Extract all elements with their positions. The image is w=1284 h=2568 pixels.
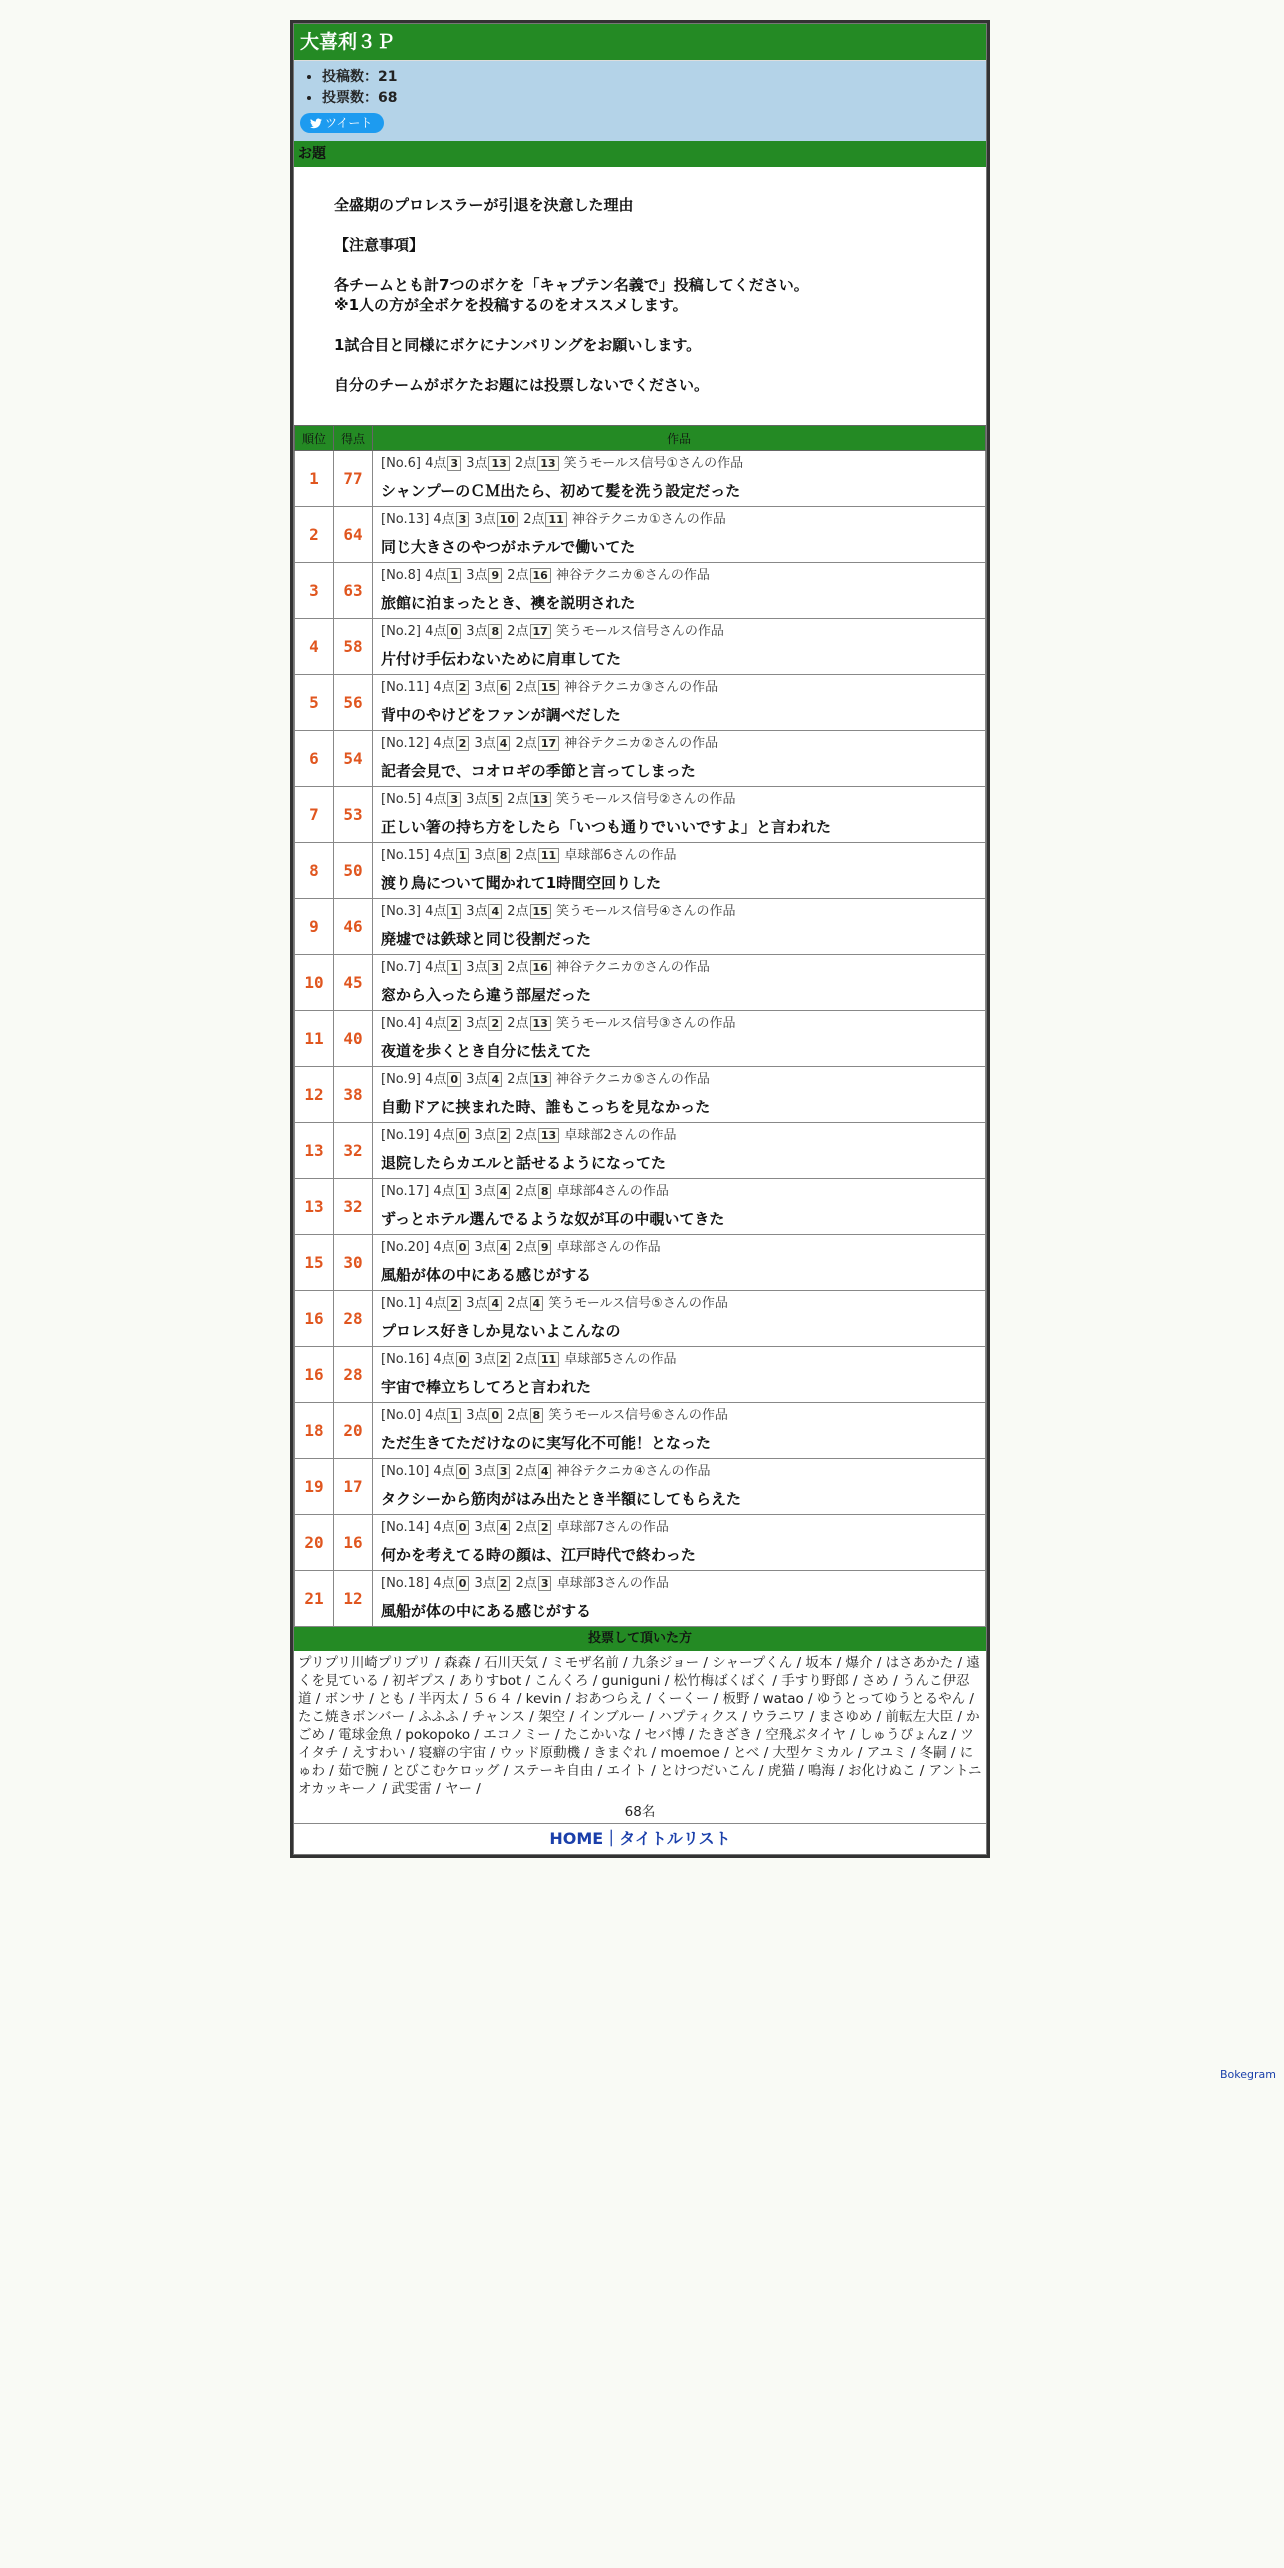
three-point-count: 2 xyxy=(488,1016,502,1031)
notes-heading: 【注意事項】 xyxy=(334,236,425,254)
three-point-count: 4 xyxy=(497,736,511,751)
work-cell xyxy=(373,787,986,843)
entry-title: 記者会見で、コオロギの季節と言ってしまった xyxy=(381,762,696,780)
four-point-count: 1 xyxy=(447,1408,461,1423)
rank-cell: 19 xyxy=(295,1459,334,1515)
table-row xyxy=(295,1515,986,1571)
rank-cell: 5 xyxy=(295,675,334,731)
entry-author: 卓球部6さんの作品 xyxy=(564,848,677,863)
four-point-count: 0 xyxy=(456,1576,470,1591)
four-point-count: 1 xyxy=(456,1184,470,1199)
entry-title: ただ生きてただけなのに実写化不可能！となった xyxy=(381,1434,712,1452)
rank-cell: 15 xyxy=(295,1235,334,1291)
table-row xyxy=(295,1291,986,1347)
entry-number: [No.12] xyxy=(381,736,430,751)
entry-title: プロレス好きしか見ないよこんなの xyxy=(381,1322,621,1340)
work-cell xyxy=(373,563,986,619)
notes-rule-3: 自分のチームがボケたお題には投票しないでください。 xyxy=(334,376,710,394)
two-point-count: 8 xyxy=(538,1184,552,1199)
table-row xyxy=(295,451,986,507)
entry-title: タクシーから筋肉がはみ出たとき半額にしてもらえた xyxy=(381,1490,742,1508)
four-point-count: 2 xyxy=(447,1016,461,1031)
four-point-count: 3 xyxy=(456,512,470,527)
entry-title: 何かを考えてる時の顔は、江戸時代で終わった xyxy=(381,1546,696,1564)
three-point-count: 4 xyxy=(488,1296,502,1311)
two-point-count: 11 xyxy=(538,1352,559,1367)
two-point-count: 4 xyxy=(530,1296,544,1311)
entry-number: [No.13] xyxy=(381,512,430,527)
entry-meta: [No.9] 4点 0 3点 4 2点 13 神谷テクニカ⑤さんの作品 xyxy=(381,1072,710,1087)
four-point-count: 1 xyxy=(447,960,461,975)
table-row xyxy=(295,1179,986,1235)
work-cell xyxy=(373,1459,986,1515)
work-cell xyxy=(373,1179,986,1235)
score-cell: 58 xyxy=(334,619,373,675)
table-row xyxy=(295,1403,986,1459)
work-cell xyxy=(373,507,986,563)
rank-cell: 4 xyxy=(295,619,334,675)
entry-meta: [No.19] 4点 0 3点 2 2点 13 卓球部2さんの作品 xyxy=(381,1128,677,1143)
entry-meta: [No.12] 4点 2 3点 4 2点 17 神谷テクニカ②さんの作品 xyxy=(381,736,719,751)
rank-cell: 21 xyxy=(295,1571,334,1627)
entry-author: 卓球部3さんの作品 xyxy=(556,1576,669,1591)
entry-number: [No.4] xyxy=(381,1016,421,1031)
two-point-count: 13 xyxy=(537,456,558,471)
score-cell: 40 xyxy=(334,1011,373,1067)
entry-number: [No.16] xyxy=(381,1352,430,1367)
four-point-count: 2 xyxy=(447,1296,461,1311)
entry-number: [No.7] xyxy=(381,960,421,975)
vote-count: • 投票数：68 xyxy=(322,88,978,109)
entry-meta: [No.6] 4点 3 3点 13 2点 13 笑うモールス信号①さんの作品 xyxy=(381,456,744,471)
rank-cell: 20 xyxy=(295,1515,334,1571)
rank-cell: 1 xyxy=(295,451,334,507)
entry-number: [No.6] xyxy=(381,456,421,471)
three-point-count: 0 xyxy=(488,1408,502,1423)
two-point-count: 11 xyxy=(538,848,559,863)
table-row xyxy=(295,843,986,899)
results-table xyxy=(294,425,986,1627)
entry-number: [No.19] xyxy=(381,1128,430,1143)
entry-number: [No.8] xyxy=(381,568,421,583)
table-row xyxy=(295,619,986,675)
entry-meta: [No.14] 4点 0 3点 4 2点 2 卓球部7さんの作品 xyxy=(381,1520,669,1535)
entry-title: 正しい箸の持ち方をしたら「いつも通りでいいですよ」と言われた xyxy=(381,818,832,836)
score-cell: 45 xyxy=(334,955,373,1011)
topic-body xyxy=(294,167,986,425)
entry-number: [No.14] xyxy=(381,1520,430,1535)
three-point-count: 5 xyxy=(488,792,502,807)
notes-rule-2: 1試合目と同様にボケにナンバリングをお願いします。 xyxy=(334,336,702,354)
rank-cell: 3 xyxy=(295,563,334,619)
score-cell: 16 xyxy=(334,1515,373,1571)
notes-rule-1 xyxy=(334,275,956,315)
entry-title: 風船が体の中にある感じがする xyxy=(381,1602,592,1620)
score-cell: 17 xyxy=(334,1459,373,1515)
three-point-count: 4 xyxy=(497,1520,511,1535)
table-row xyxy=(295,563,986,619)
entry-meta: [No.5] 4点 3 3点 5 2点 13 笑うモールス信号②さんの作品 xyxy=(381,792,736,807)
entry-title: 廃墟では鉄球と同じ役割だった xyxy=(381,930,592,948)
work-cell xyxy=(373,899,986,955)
entry-meta: [No.18] 4点 0 3点 2 2点 3 卓球部3さんの作品 xyxy=(381,1576,669,1591)
three-point-count: 3 xyxy=(488,960,502,975)
four-point-count: 1 xyxy=(456,848,470,863)
table-row xyxy=(295,1123,986,1179)
rank-cell: 7 xyxy=(295,787,334,843)
topic-text: 全盛期のプロレスラーが引退を決意した理由 xyxy=(334,196,634,214)
four-point-count: 1 xyxy=(447,904,461,919)
work-cell xyxy=(373,619,986,675)
four-point-count: 0 xyxy=(456,1128,470,1143)
entry-author: 卓球部さんの作品 xyxy=(556,1240,661,1255)
score-cell: 20 xyxy=(334,1403,373,1459)
rank-cell: 8 xyxy=(295,843,334,899)
two-point-count: 16 xyxy=(530,960,551,975)
four-point-count: 0 xyxy=(447,1072,461,1087)
entry-meta: [No.0] 4点 1 3点 0 2点 8 笑うモールス信号⑥さんの作品 xyxy=(381,1408,728,1423)
rank-cell: 16 xyxy=(295,1291,334,1347)
two-point-count: 11 xyxy=(545,512,566,527)
tweet-button[interactable] xyxy=(300,113,384,133)
score-cell: 63 xyxy=(334,563,373,619)
table-row xyxy=(295,899,986,955)
table-row xyxy=(295,675,986,731)
work-cell xyxy=(373,843,986,899)
two-point-count: 8 xyxy=(530,1408,544,1423)
entry-number: [No.18] xyxy=(381,1576,430,1591)
three-point-count: 4 xyxy=(497,1240,511,1255)
work-cell xyxy=(373,675,986,731)
entry-number: [No.0] xyxy=(381,1408,421,1423)
table-row xyxy=(295,1235,986,1291)
entry-meta: [No.2] 4点 0 3点 8 2点 17 笑うモールス信号さんの作品 xyxy=(381,624,724,639)
voters-count: 68名 xyxy=(294,1800,986,1824)
work-cell xyxy=(373,1515,986,1571)
entry-title: 背中のやけどをファンが調べだした xyxy=(381,706,621,724)
three-point-count: 2 xyxy=(497,1128,511,1143)
two-point-count: 13 xyxy=(530,792,551,807)
three-point-count: 2 xyxy=(497,1352,511,1367)
table-row xyxy=(295,1571,986,1627)
entry-title: 片付け手伝わないために肩車してた xyxy=(381,650,622,668)
stats-panel xyxy=(294,60,986,141)
work-cell xyxy=(373,1235,986,1291)
table-row xyxy=(295,1347,986,1403)
two-point-count: 3 xyxy=(538,1576,552,1591)
entry-author: 笑うモールス信号③さんの作品 xyxy=(555,1016,736,1031)
entry-author: 神谷テクニカ⑥さんの作品 xyxy=(555,568,710,583)
three-point-count: 3 xyxy=(497,1464,511,1479)
work-cell xyxy=(373,1291,986,1347)
topic-heading: お題 xyxy=(294,141,986,167)
entry-title: 同じ大きさのやつがホテルで働いてた xyxy=(381,538,636,556)
score-cell: 28 xyxy=(334,1291,373,1347)
entry-author: 神谷テクニカ②さんの作品 xyxy=(564,736,719,751)
notes-line: ※1人の方が全ボケを投稿するのをオススメします。 xyxy=(334,296,688,314)
four-point-count: 2 xyxy=(456,736,470,751)
footer-nav xyxy=(294,1824,986,1854)
header-rank: 順位 xyxy=(295,426,334,451)
entry-title: 夜道を歩くとき自分に怯えてた xyxy=(381,1042,592,1060)
four-point-count: 3 xyxy=(447,456,461,471)
two-point-count: 16 xyxy=(530,568,551,583)
two-point-count: 15 xyxy=(530,904,551,919)
entry-meta: [No.4] 4点 2 3点 2 2点 13 笑うモールス信号③さんの作品 xyxy=(381,1016,736,1031)
tweet-label: ツイート xyxy=(325,116,373,130)
entry-meta: [No.11] 4点 2 3点 6 2点 15 神谷テクニカ③さんの作品 xyxy=(381,680,719,695)
table-header-row xyxy=(295,426,986,451)
notes-line: 各チームとも計7つのボケを「キャプテン名義で」投稿してください。 xyxy=(334,276,809,294)
two-point-count: 15 xyxy=(538,680,559,695)
entry-title: 窓から入ったら違う部屋だった xyxy=(381,986,592,1004)
entry-number: [No.9] xyxy=(381,1072,421,1087)
voters-heading: 投票して頂いた方 xyxy=(294,1627,986,1651)
header-work: 作品 xyxy=(373,426,986,451)
rank-cell: 10 xyxy=(295,955,334,1011)
rank-cell: 11 xyxy=(295,1011,334,1067)
entry-author: 笑うモールス信号⑥さんの作品 xyxy=(548,1408,728,1423)
entry-title: 旅館に泊まったとき、襖を説明された xyxy=(381,594,636,612)
work-cell xyxy=(373,1123,986,1179)
voters-list: プリプリ川崎プリプリ / 森森 / 石川天気 / ミモザ名前 / 九条ジョー / シャープくん / 坂本 / 爆介 / はさあかた / 遠くを見ている / 初ギプス / ありすbot / こんくろ / guniguni / 松竹梅ばくばく / 手すり野郎 / さめ / うんこ伊忍道 / ボンサ / とも / 半丙太 / ５６４ / kevin / おあつらえ / くーくー / 板野 / watao / ゆうとってゆうとるやん / たこ焼きボンバー / ふふふ / チャンス / 架空 / インブルー / ハプティクス / ウラニワ / まさゆめ / 前転左大臣 / かごめ / 電球金魚 / pokopoko / エコノミー / たこかいな / セバ博 / たきざき / 空飛ぶタイヤ / しゅうぴょんz / ツイタチ / えすわい / 寝癖の宇宙 / ウッド原動機 / きまぐれ / moemoe / とべ / 大型ケミカル / アユミ / 冬嗣 / にゅわ / 茹で腕 / とびこむケロッグ / ステーキ自由 / エイト / とけつだいこん / 虎猫 / 鳴海 / お化けぬこ / アントニオカッキーノ / 武雯雷 / ヤー / xyxy=(298,1655,982,1797)
entry-author: 神谷テクニカ④さんの作品 xyxy=(556,1464,711,1479)
work-cell xyxy=(373,955,986,1011)
two-point-count: 4 xyxy=(538,1464,552,1479)
entry-number: [No.1] xyxy=(381,1296,421,1311)
rank-cell: 2 xyxy=(295,507,334,563)
two-point-count: 13 xyxy=(538,1128,559,1143)
entry-meta: [No.15] 4点 1 3点 8 2点 11 卓球部6さんの作品 xyxy=(381,848,677,863)
three-point-count: 13 xyxy=(488,456,509,471)
score-cell: 50 xyxy=(334,843,373,899)
entry-meta: [No.13] 4点 3 3点 10 2点 11 神谷テクニカ①さんの作品 xyxy=(381,512,726,527)
entry-meta: [No.3] 4点 1 3点 4 2点 15 笑うモールス信号④さんの作品 xyxy=(381,904,736,919)
entry-meta: [No.7] 4点 1 3点 3 2点 16 神谷テクニカ⑦さんの作品 xyxy=(381,960,710,975)
four-point-count: 0 xyxy=(456,1240,470,1255)
rank-cell: 18 xyxy=(295,1403,334,1459)
entry-author: 神谷テクニカ⑦さんの作品 xyxy=(555,960,710,975)
score-cell: 46 xyxy=(334,899,373,955)
entry-number: [No.17] xyxy=(381,1184,430,1199)
entry-author: 卓球部4さんの作品 xyxy=(556,1184,669,1199)
three-point-count: 6 xyxy=(497,680,511,695)
entry-title: 自動ドアに挟まれた時、誰もこっちを見なかった xyxy=(381,1098,711,1116)
four-point-count: 0 xyxy=(447,624,461,639)
score-cell: 56 xyxy=(334,675,373,731)
four-point-count: 0 xyxy=(456,1520,470,1535)
entry-author: 笑うモールス信号④さんの作品 xyxy=(555,904,736,919)
four-point-count: 0 xyxy=(456,1352,470,1367)
entry-author: 卓球部7さんの作品 xyxy=(556,1520,669,1535)
page-title: 大喜利３Ｐ xyxy=(294,24,986,60)
four-point-count: 0 xyxy=(456,1464,470,1479)
work-cell xyxy=(373,1571,986,1627)
score-cell: 38 xyxy=(334,1067,373,1123)
two-point-count: 13 xyxy=(530,1072,551,1087)
entry-title: 渡り鳥について聞かれて1時間空回りした xyxy=(381,874,662,892)
three-point-count: 4 xyxy=(497,1184,511,1199)
rank-cell: 9 xyxy=(295,899,334,955)
entry-number: [No.20] xyxy=(381,1240,430,1255)
table-row xyxy=(295,1459,986,1515)
entry-author: 神谷テクニカ⑤さんの作品 xyxy=(555,1072,710,1087)
entry-author: 神谷テクニカ①さんの作品 xyxy=(571,512,726,527)
entry-author: 笑うモールス信号さんの作品 xyxy=(555,624,724,639)
two-point-count: 17 xyxy=(538,736,559,751)
score-cell: 28 xyxy=(334,1347,373,1403)
score-cell: 53 xyxy=(334,787,373,843)
two-point-count: 13 xyxy=(530,1016,551,1031)
entry-author: 神谷テクニカ③さんの作品 xyxy=(564,680,719,695)
entry-author: 笑うモールス信号①さんの作品 xyxy=(563,456,744,471)
rank-cell: 13 xyxy=(295,1123,334,1179)
work-cell xyxy=(373,1347,986,1403)
two-point-count: 9 xyxy=(538,1240,552,1255)
work-cell xyxy=(373,731,986,787)
score-cell: 77 xyxy=(334,451,373,507)
rank-cell: 12 xyxy=(295,1067,334,1123)
work-cell xyxy=(373,1067,986,1123)
score-cell: 32 xyxy=(334,1123,373,1179)
four-point-count: 2 xyxy=(456,680,470,695)
entry-title: 風船が体の中にある感じがする xyxy=(381,1266,592,1284)
two-point-count: 2 xyxy=(538,1520,552,1535)
work-cell xyxy=(373,1011,986,1067)
two-point-count: 17 xyxy=(530,624,551,639)
entry-number: [No.5] xyxy=(381,792,421,807)
score-cell: 32 xyxy=(334,1179,373,1235)
four-point-count: 1 xyxy=(447,568,461,583)
score-cell: 54 xyxy=(334,731,373,787)
entry-meta: [No.20] 4点 0 3点 4 2点 9 卓球部さんの作品 xyxy=(381,1240,661,1255)
twitter-bird-icon xyxy=(310,118,322,129)
table-row xyxy=(295,731,986,787)
three-point-count: 4 xyxy=(488,904,502,919)
entry-meta: [No.10] 4点 0 3点 3 2点 4 神谷テクニカ④さんの作品 xyxy=(381,1464,711,1479)
four-point-count: 3 xyxy=(447,792,461,807)
work-cell xyxy=(373,451,986,507)
score-cell: 30 xyxy=(334,1235,373,1291)
rank-cell: 13 xyxy=(295,1179,334,1235)
entry-meta: [No.17] 4点 1 3点 4 2点 8 卓球部4さんの作品 xyxy=(381,1184,669,1199)
table-row xyxy=(295,507,986,563)
entry-meta: [No.8] 4点 1 3点 9 2点 16 神谷テクニカ⑥さんの作品 xyxy=(381,568,710,583)
work-cell xyxy=(373,1403,986,1459)
bokegram-link[interactable]: Bokegram xyxy=(1220,2068,1276,2081)
table-row xyxy=(295,955,986,1011)
three-point-count: 8 xyxy=(488,624,502,639)
three-point-count: 10 xyxy=(497,512,518,527)
entry-number: [No.10] xyxy=(381,1464,430,1479)
header-score: 得点 xyxy=(334,426,373,451)
entry-author: 笑うモールス信号②さんの作品 xyxy=(555,792,736,807)
entry-author: 笑うモールス信号⑤さんの作品 xyxy=(548,1296,728,1311)
three-point-count: 9 xyxy=(488,568,502,583)
entry-meta: [No.1] 4点 2 3点 4 2点 4 笑うモールス信号⑤さんの作品 xyxy=(381,1296,728,1311)
entry-meta: [No.16] 4点 0 3点 2 2点 11 卓球部5さんの作品 xyxy=(381,1352,677,1367)
score-cell: 12 xyxy=(334,1571,373,1627)
entry-number: [No.11] xyxy=(381,680,430,695)
post-count: • 投稿数：21 xyxy=(322,67,978,88)
entry-title: ずっとホテル選んでるような奴が耳の中覗いてきた xyxy=(381,1210,725,1228)
table-row xyxy=(295,1011,986,1067)
title-list-link[interactable]: タイトルリスト xyxy=(619,1829,731,1848)
rank-cell: 6 xyxy=(295,731,334,787)
entry-author: 卓球部5さんの作品 xyxy=(564,1352,677,1367)
entry-number: [No.15] xyxy=(381,848,430,863)
table-row xyxy=(295,1067,986,1123)
main-frame xyxy=(290,20,990,1858)
score-cell: 64 xyxy=(334,507,373,563)
entry-title: シャンプーのＣＭ出たら、初めて髪を洗う設定だった xyxy=(381,482,741,500)
entry-number: [No.3] xyxy=(381,904,421,919)
entry-author: 卓球部2さんの作品 xyxy=(564,1128,677,1143)
entry-title: 宇宙で棒立ちしてろと言われた xyxy=(381,1378,592,1396)
entry-number: [No.2] xyxy=(381,624,421,639)
table-row xyxy=(295,787,986,843)
home-link[interactable]: HOME xyxy=(549,1829,604,1848)
three-point-count: 8 xyxy=(497,848,511,863)
entry-title: 退院したらカエルと話せるようになってた xyxy=(381,1154,667,1172)
footer-separator: ｜ xyxy=(603,1829,620,1848)
three-point-count: 2 xyxy=(497,1576,511,1591)
three-point-count: 4 xyxy=(488,1072,502,1087)
rank-cell: 16 xyxy=(295,1347,334,1403)
